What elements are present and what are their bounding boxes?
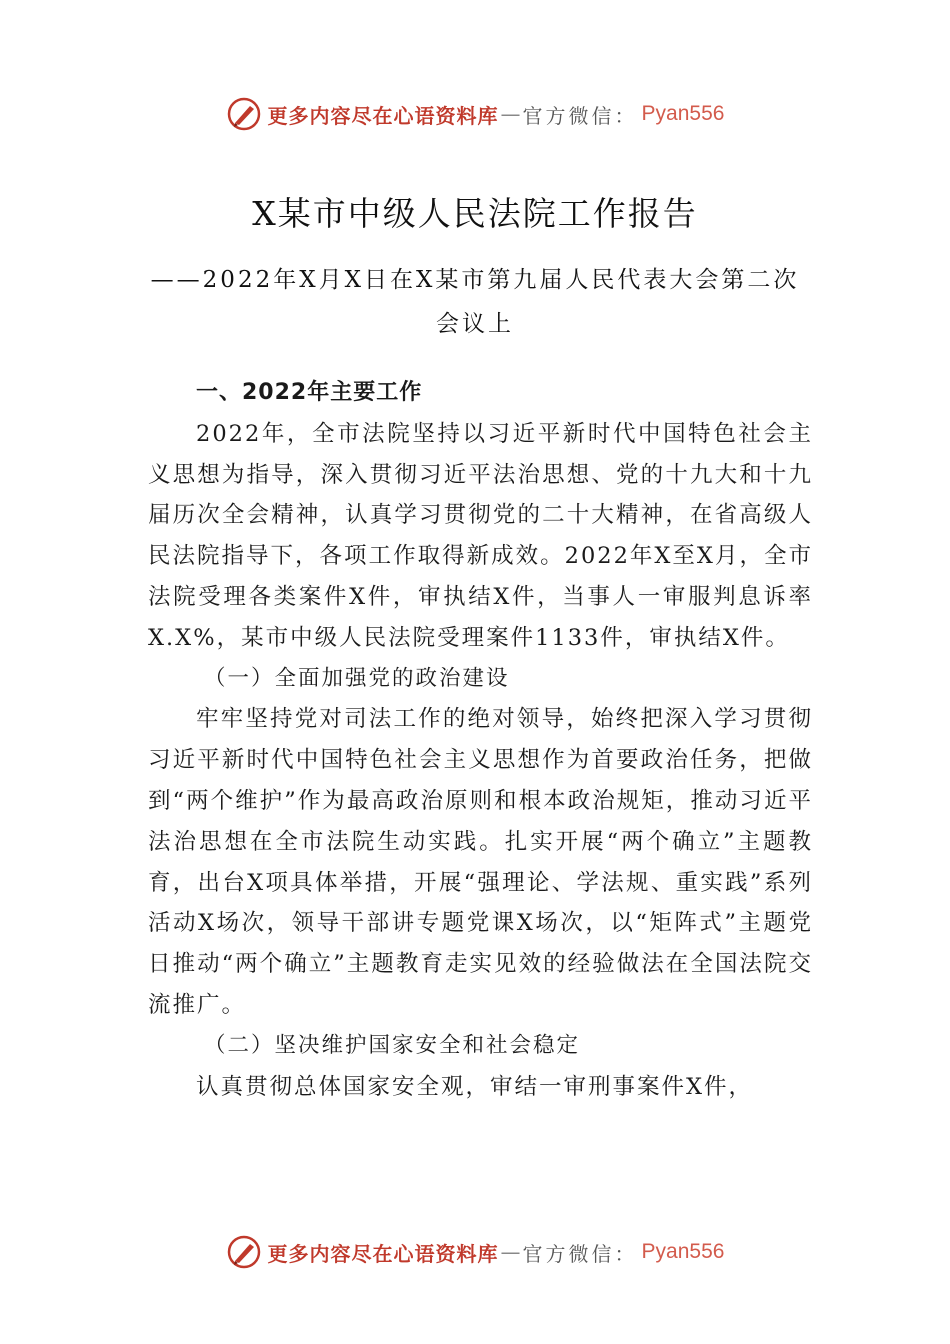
banner-wechat-id: Pyan556: [641, 1240, 725, 1263]
subsection-heading-1: （一）全面加强党的政治建设: [204, 665, 510, 691]
banner-text: 更多内容尽在心语资料库: [267, 103, 499, 128]
pen-logo-icon: [226, 96, 262, 132]
document-body: [148, 373, 813, 1107]
paragraph-2: 牢牢坚持党对司法工作的绝对领导，始终把深入学习贯彻习近平新时代中国特色社会主义思想作为首要政治任务，把做到“两个维护”作为最高政治原则和根本政治规矩，推动习近平法治思想在全市法院生动实践。扎实开展“两个确立”主题教育，出台X项具体举措，开展“强理论、学法规、重实践”系列活动X场次，领导干部讲专题党课X场次，以“矩阵式”主题党日推动“两个确立”主题教育走实见效的经验做法在全国法院交流推广。: [148, 706, 813, 1018]
banner-separator: —: [500, 102, 521, 126]
section-heading-1: 一、2022年主要工作: [196, 380, 423, 405]
document-subtitle: ——2022年X月X日在X某市第九届人民代表大会第二次会议上: [150, 267, 800, 337]
pen-logo-icon: [226, 1234, 262, 1270]
banner-wechat-label: 官方微信：: [522, 103, 638, 128]
document-title: X某市中级人民法院工作报告: [252, 194, 698, 233]
banner-wechat-id: Pyan556: [641, 102, 725, 125]
banner-text: 更多内容尽在心语资料库: [267, 1241, 499, 1266]
paragraph-1: 2022年，全市法院坚持以习近平新时代中国特色社会主义思想为指导，深入贯彻习近平法治思想、党的十九大和十九届历次全会精神，认真学习贯彻党的二十大精神，在省高级人民法院指导下，各项工作取得新成效。2022年X至X月，全市法院受理各类案件X件，审执结X件，当事人一审服判息诉率X.X%，某市中级人民法院受理案件1133件，审执结X件。: [148, 420, 813, 651]
footer-banner: [0, 1232, 950, 1272]
header-banner: [0, 94, 950, 134]
banner-wechat-label: 官方微信：: [522, 1241, 638, 1266]
paragraph-3: 认真贯彻总体国家安全观，审结一审刑事案件X件，: [196, 1073, 754, 1100]
subsection-heading-2: （二）坚决维护国家安全和社会稳定: [204, 1032, 581, 1058]
banner-separator: —: [500, 1240, 521, 1264]
